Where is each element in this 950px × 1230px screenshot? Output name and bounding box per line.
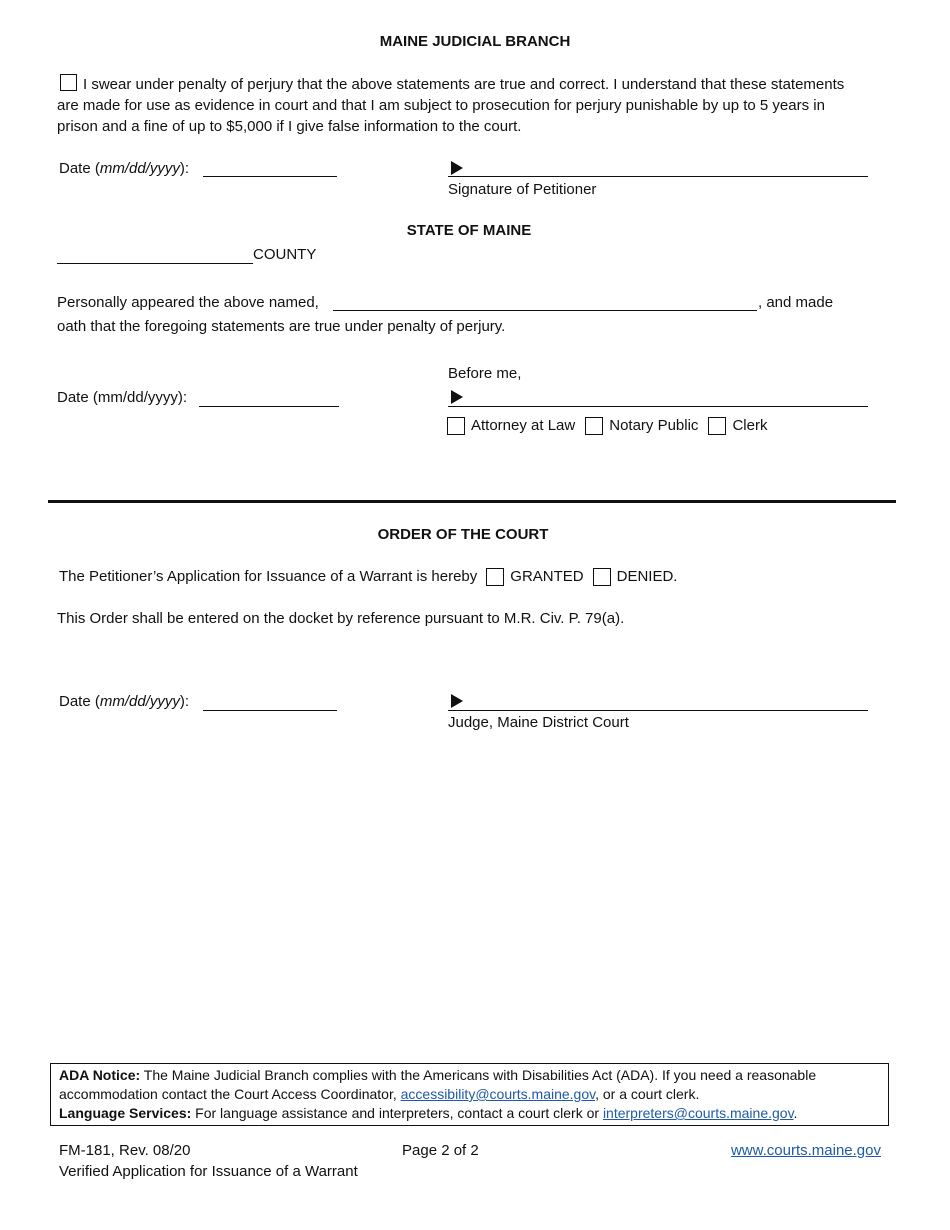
role-notary[interactable] xyxy=(585,415,698,436)
accessibility-email-link[interactable]: accessibility@courts.maine.gov xyxy=(400,1086,596,1102)
attorney-label: Attorney at Law xyxy=(471,417,576,434)
appeared-line2: oath that the foregoing statements are true under penalty of perjury. xyxy=(57,318,506,335)
ada-notice-box xyxy=(50,1063,889,1126)
page-number: Page 2 of 2 xyxy=(402,1142,479,1159)
ada-tail: , or a court clerk. xyxy=(595,1086,700,1102)
county-label: COUNTY xyxy=(253,246,317,263)
attorney-checkbox[interactable] xyxy=(447,417,465,435)
notary-label: Notary Public xyxy=(609,417,699,434)
notary-date-field[interactable] xyxy=(199,406,339,407)
before-me-label: Before me, xyxy=(448,365,522,382)
clerk-checkbox[interactable] xyxy=(708,417,726,435)
date-format: mm/dd/yyyy xyxy=(99,693,180,710)
appeared-prefix: Personally appeared the above named, xyxy=(57,294,319,311)
order-date-label xyxy=(59,691,189,712)
website-link[interactable]: www.courts.maine.gov xyxy=(730,1142,881,1159)
appeared-name-field[interactable] xyxy=(333,310,757,311)
oath-text: I swear under penalty of perjury that the above statements are true and correct. I understand that these statements are made for use as evidence in court and that I am subject to prosecution for perjury punishable by up to 5 years in prison and a fine of up to $5,000 if I give false information to the court. xyxy=(57,76,845,135)
date-suffix: ): xyxy=(179,693,190,710)
denied-checkbox[interactable] xyxy=(593,568,611,586)
denied-label: DENIED. xyxy=(616,568,678,585)
ada-notice xyxy=(59,1066,880,1104)
order-date-field[interactable] xyxy=(203,710,337,711)
petitioner-signature-field[interactable] xyxy=(448,176,868,177)
application-text: The Petitioner’s Application for Issuance of a Warrant is hereby xyxy=(59,568,478,585)
petitioner-date-field[interactable] xyxy=(203,176,337,177)
notary-role-options xyxy=(447,415,777,436)
language-text: For language assistance and interpreters, contact a court clerk or xyxy=(195,1105,600,1121)
docket-text: This Order shall be entered on the docket by reference pursuant to M.R. Civ. P. 79(a). xyxy=(57,610,625,627)
role-clerk[interactable] xyxy=(708,415,767,436)
notary-date-label: Date (mm/dd/yyyy): xyxy=(57,389,188,406)
arrow-right-icon xyxy=(451,694,463,708)
order-title: ORDER OF THE COURT xyxy=(377,526,549,543)
county-field[interactable] xyxy=(57,263,253,264)
notary-checkbox[interactable] xyxy=(585,417,603,435)
date-format: mm/dd/yyyy xyxy=(99,160,180,177)
interpreters-email-link[interactable]: interpreters@courts.maine.gov xyxy=(602,1105,794,1121)
date-suffix: ): xyxy=(179,160,190,177)
form-name: Verified Application for Issuance of a Warrant xyxy=(59,1163,358,1180)
granted-checkbox[interactable] xyxy=(486,568,504,586)
date-prefix: Date ( xyxy=(59,693,100,710)
section-divider xyxy=(48,500,896,503)
page-title: MAINE JUDICIAL BRANCH xyxy=(379,33,571,50)
state-title: STATE OF MAINE xyxy=(406,222,532,239)
oath-statement xyxy=(57,74,862,137)
appeared-suffix: , and made xyxy=(758,294,834,311)
granted-label: GRANTED xyxy=(510,568,584,585)
clerk-label: Clerk xyxy=(732,417,768,434)
judge-caption: Judge, Maine District Court xyxy=(448,714,629,731)
date-prefix: Date ( xyxy=(59,160,100,177)
notary-signature-field[interactable] xyxy=(448,406,868,407)
petitioner-signature-caption: Signature of Petitioner xyxy=(448,181,597,198)
oath-checkbox[interactable] xyxy=(60,74,77,91)
ada-text: The Maine Judicial Branch complies with the Americans with Disabilities Act (ADA). If you need a reasonable accommodation contact the Court Access Coordinator, xyxy=(59,1067,817,1102)
petitioner-date-label xyxy=(59,158,189,179)
language-label: Language Services: xyxy=(59,1105,192,1121)
judge-signature-field[interactable] xyxy=(448,710,868,711)
form-id: FM-181, Rev. 08/20 xyxy=(59,1142,191,1159)
arrow-right-icon xyxy=(451,161,463,175)
ada-label: ADA Notice: xyxy=(59,1067,141,1083)
language-services xyxy=(59,1104,880,1123)
arrow-right-icon xyxy=(451,390,463,404)
role-attorney[interactable] xyxy=(447,415,575,436)
language-tail: . xyxy=(793,1105,798,1121)
order-decision-line xyxy=(59,566,677,587)
